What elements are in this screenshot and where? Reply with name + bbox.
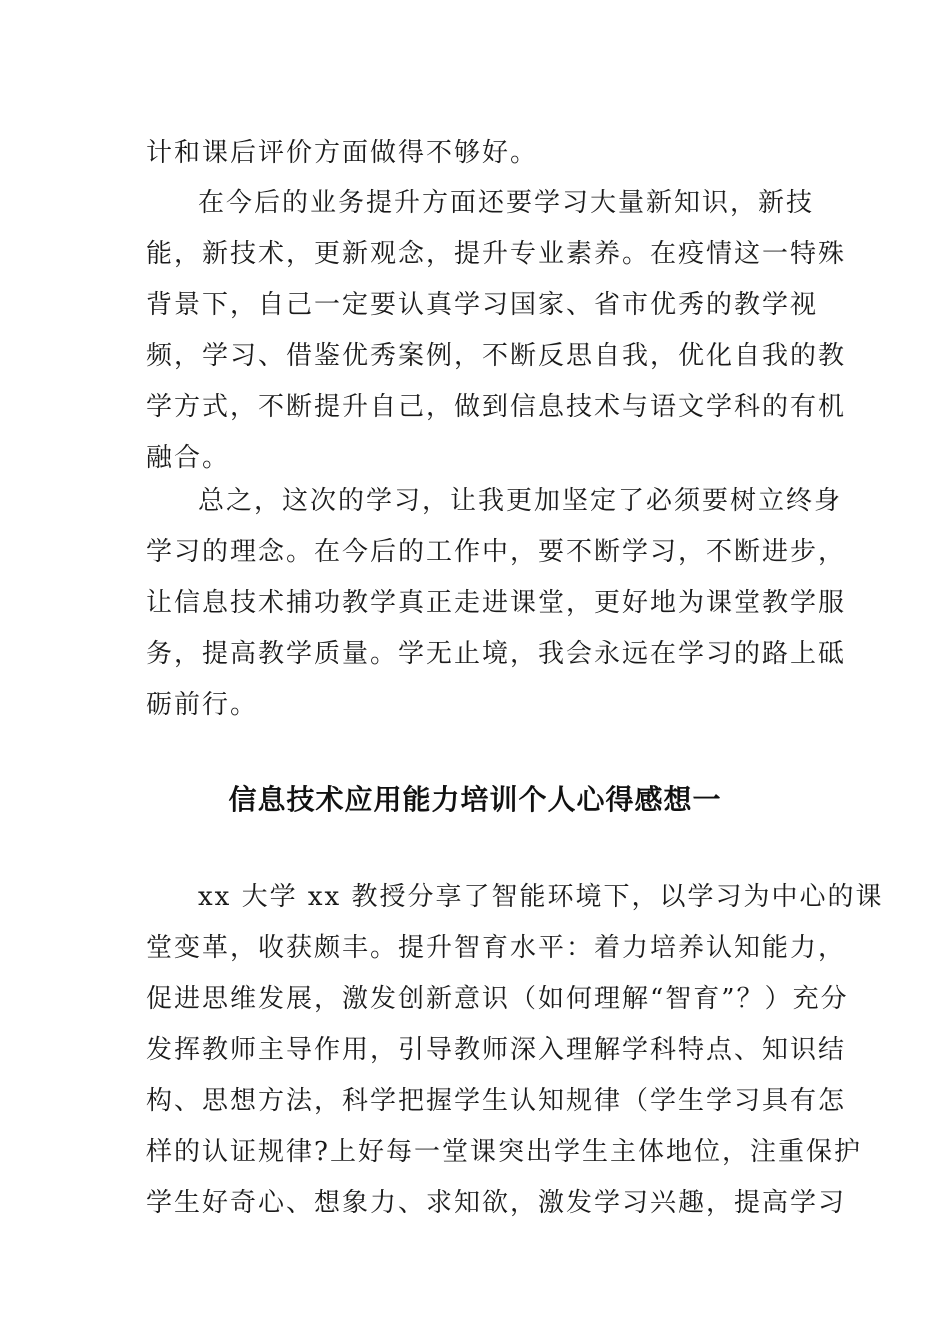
text-line: 学方式，不断提升自己，做到信息技术与语文学科的有机	[146, 392, 847, 422]
text-line: 促进思维发展，激发创新意识（如何理解“智育”？）充分	[146, 984, 849, 1014]
paragraph-improvement	[146, 178, 847, 484]
text-line: 在今后的业务提升方面还要学习大量新知识，新技	[198, 188, 815, 218]
text-line: 背景下，自己一定要认真学习国家、省市优秀的教学视	[146, 290, 819, 320]
text-line: 砺前行。	[146, 690, 259, 720]
text-line: 学习的理念。在今后的工作中，要不断学习，不断进步，	[146, 537, 847, 567]
text-line: 总之，这次的学习，让我更加坚定了必须要树立终身	[198, 486, 843, 516]
text-line: 融合。	[146, 443, 231, 473]
section-title: 信息技术应用能力培训个人心得感想一	[228, 783, 722, 816]
text-line: xx 大学 xx 教授分享了智能环境下，以学习为中心的课	[198, 882, 884, 912]
text-line: 计和课后评价方面做得不够好。	[146, 138, 539, 168]
text-line: 发挥教师主导作用，引导教师深入理解学科特点、知识结	[146, 1035, 847, 1065]
text-line: 让信息技术捕功教学真正走进课堂，更好地为课堂教学服	[146, 588, 847, 618]
text-line: 样的认证规律?上好每一堂课突出学生主体地位，注重保护	[146, 1137, 862, 1167]
text-line: 堂变革，收获颇丰。提升智育水平：着力培养认知能力，	[146, 933, 847, 963]
text-line: 构、思想方法，科学把握学生认知规律（学生学习具有怎	[146, 1086, 847, 1116]
text-line: 务，提高教学质量。学无止境，我会永远在学习的路上砥	[146, 639, 847, 669]
paragraph-continuation	[146, 128, 798, 179]
text-line: 能，新技术，更新观念，提升专业素养。在疫情这一特殊	[146, 239, 847, 269]
text-line: 频，学习、借鉴优秀案例，不断反思自我，优化自我的教	[146, 341, 847, 371]
paragraph-lecture-notes	[146, 872, 884, 1229]
text-line: 学生好奇心、想象力、求知欲，激发学习兴趣，提高学习	[146, 1188, 847, 1218]
paragraph-conclusion	[146, 476, 847, 731]
